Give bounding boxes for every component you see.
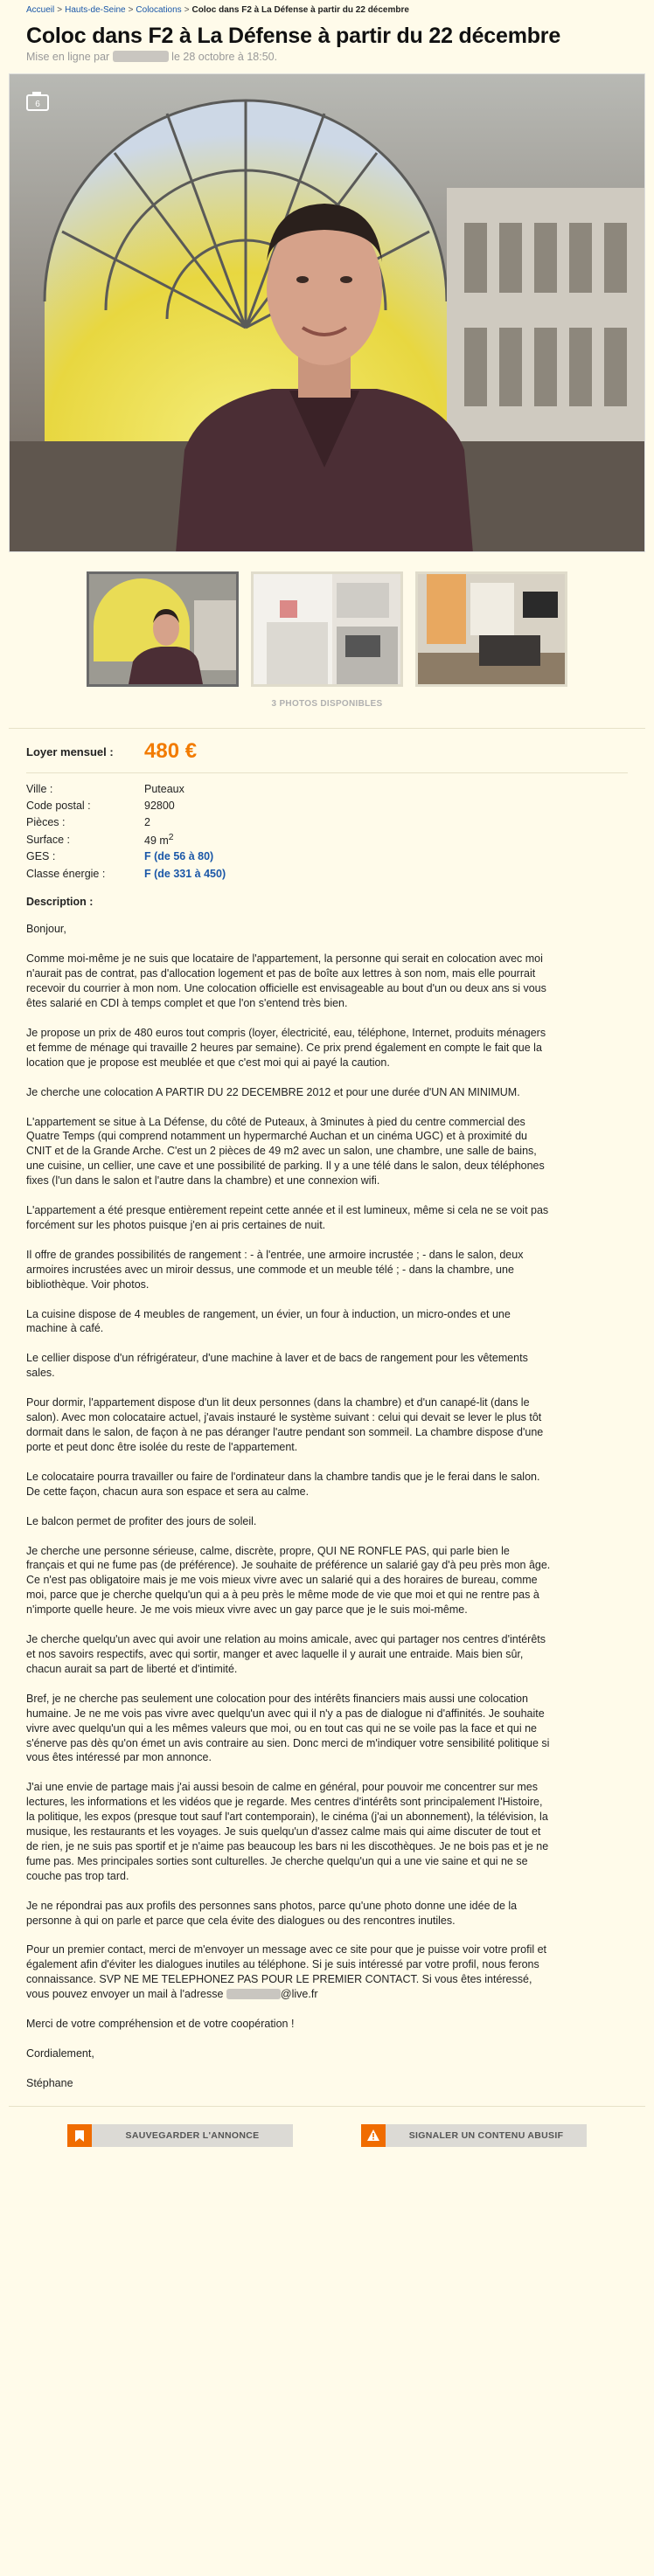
save-ad-action[interactable] [67,2124,293,2147]
attr-surface [26,831,628,848]
attr-value [144,833,174,847]
photos-available-label: 3 PHOTOS DISPONIBLES [271,699,383,709]
save-icon [67,2124,92,2147]
description-title: Description : [26,896,94,909]
surface-value: 49 m [144,834,169,847]
thumbnail-kitchen[interactable] [251,571,403,687]
price-label: Loyer mensuel : [26,744,114,758]
breadcrumb-home[interactable]: Accueil [26,5,55,15]
description-paragraph: Le colocataire pourra travailler ou faire de l'ordinateur dans la chambre tandis que je le ferai dans le salon. De cette façon, chacun aura son espace et sera au calme. [26,1470,540,1498]
report-ad-action[interactable] [361,2124,587,2147]
attr-code-postal [26,797,628,814]
report-ad-button[interactable]: SIGNALER UN CONTENU ABUSIF [386,2124,587,2147]
camera-count-icon [25,90,52,113]
email-blurred [226,1989,281,1999]
thumbnail-portrait[interactable] [87,571,239,687]
description-paragraph: Je ne répondrai pas aux profils des personnes sans photos, parce qu'une photo donne une idée de la personne à qui on parle et parce que cela évite des dialogues ou des rencontres inutiles. [26,1899,518,1927]
description-paragraph: L'appartement se situe à La Défense, du côté de Puteaux, à 3minutes à pied du centre commercial des Quatre Temps (qui comprend notamment un hypermarché Auchan et un cinéma UGC) et à proximité du CNIT et de la Grande Arche. C'est un 2 pièces de 49 m2 avec un salon, une chambre, une salle de bains, une cuisine, un cellier, une cave et une possibilité de parking. Il y a une télé dans le salon, deux téléphones fixes (l'un dans le salon et l'autre dans la chambre) et une connexion wifi. [26,1115,545,1188]
thumbnail-living-room[interactable] [415,571,567,687]
description-paragraph: La cuisine dispose de 4 meubles de rangement, un évier, un four à induction, un micro-ondes et une machine à café. [26,1307,511,1335]
description-paragraph: Je cherche une personne sérieuse, calme, discrète, propre, QUI NE RONFLE PAS, qui parle bien le français et qui ne fume pas (de préférence). Je souhaite de préférence un salarié gay d'à peu près mon âge. Ce n'est pas obligatoire mais je me vois mieux vivre avec un salarié qui a des horaires de bureau, comme moi, parce que je cherche quelqu'un qui a à peu près le même mode de vie que moi et qui ne rentre pas à n'importe quelle heure. Je me vois mieux vivre avec un gay parce que je le suis moi-même. [26,1544,551,1617]
breadcrumb [0,0,654,15]
description-paragraph: J'ai une envie de partage mais j'ai aussi besoin de calme en général, pour pouvoir me concentrer sur mes lectures, les informations et les vidéos que je regarde. Mes centres d'intérêts sont principalement l'Histoire, la politique, les expos (presque tout sauf l'art contemporain), le cinéma (j'ai un abonnement), la télévision, la musique, les restaurants et les voyages. Je suis quelqu'un d'assez calme mais qui aime discuter de tout et de rien, je ne suis pas sportif et je n'aime pas beaucoup les bars ni les discothèques. Je ne bois pas et je ne fume pas. Mes principales sorties sont culturelles. Je cherche quelqu'un qui a une vie saine et qui ne se couche pas trop tard. [26,1781,549,1882]
price-value: 480 € [144,739,198,763]
breadcrumb-region[interactable]: Hauts-de-Seine [65,5,126,15]
attr-key: Code postal : [26,800,91,813]
author-name-blurred[interactable] [113,51,169,62]
description-paragraph: Je cherche une colocation A PARTIR DU 22 DECEMBRE 2012 et pour une durée d'UN AN MINIMUM. [26,1085,520,1098]
email-domain: @live.fr [280,1988,318,2001]
attr-key: Surface : [26,833,71,846]
description-paragraph: Le cellier dispose d'un réfrigérateur, d'une machine à laver et de bacs de rangement pour les vêtements sales. [26,1352,528,1380]
main-photo[interactable] [9,73,645,552]
breadcrumb-separator: > [184,5,190,15]
description-paragraph: Comme moi-même je ne suis que locataire de l'appartement, la personne qui serait en colocation avec moi n'aurait pas de contrat, pas d'allocation logement et pas de boîte aux lettres à son nom, mais elle pourrait recevoir du courrier à mon nom. Une colocation officielle est envisageable au bout d'un ou deux ans si vous êtes salarié en CDI à temps complet et que l'on s'entend très bien. [26,952,546,1009]
posted-date: le 28 octobre à 18:50. [171,51,278,63]
closing-thanks: Merci de votre compréhension et de votre coopération ! [26,2018,295,2031]
posted-prefix: Mise en ligne par [26,51,110,63]
price-divider [26,772,628,773]
attr-key: Classe énergie : [26,867,106,880]
attr-key: Pièces : [26,816,66,829]
breadcrumb-separator: > [57,5,63,15]
description-paragraph: Il offre de grandes possibilités de rangement : - à l'entrée, une armoire incrustée ; - dans le salon, deux armoires incrustées avec un miroir dessus, une commode et un meuble télé ; - dans la chambre, une bibliothèque. Voir photos. [26,1248,524,1291]
signature: Stéphane [26,2076,73,2089]
posted-info [0,51,654,63]
attr-pieces [26,814,628,831]
description-paragraph: Je propose un prix de 480 euros tout compris (loyer, électricité, eau, téléphone, Internet, produits ménagers et femme de ménage qui travaille 2 heures par semaine). Ce prix prend également en compte le fait que la location que je propose est meublée et que c'est moi qui ai payé la caution. [26,1026,546,1069]
warning-icon [361,2124,386,2147]
attributes-list [0,780,654,882]
attr-ville [26,780,628,797]
attr-key: GES : [26,850,56,863]
photo-count: 6 [35,100,40,109]
contact-text: Pour un premier contact, merci de m'envoyer un message avec ce site pour que je puisse voir votre profil et également afin d'éviter les dialogues inutiles au téléphone. Si je suis intéressé par votre profil, nous ferons connaissance. SVP NE ME TELEPHONEZ PAS POUR LE PREMIER CONTACT. Si vous êtes intéressé, vous pouvez envoyer un mail à l'adresse [26,1943,547,2001]
contact-paragraph [26,1942,551,2002]
attr-value: 92800 [144,800,175,813]
thumbnail-strip [0,571,654,687]
closing-regards: Cordialement, [26,2047,94,2060]
page-title: Coloc dans F2 à La Défense à partir du 22 décembre [26,24,561,48]
description-paragraph: Le balcon permet de profiter des jours de soleil. [26,1514,257,1527]
attr-classe-energie [26,865,628,882]
energy-class-link[interactable]: F (de 331 à 450) [144,867,226,880]
description-body [0,908,577,2090]
breadcrumb-current: Coloc dans F2 à La Défense à partir du 22 décembre [191,5,409,15]
attr-value: Puteaux [144,782,184,795]
description-paragraph: Pour dormir, l'appartement dispose d'un lit deux personnes (dans la chambre) et d'un canapé-lit (dans le salon). Avec mon colocataire actuel, j'avais instauré le système suivant : celui qui devait se lever le plus tôt dormait dans le salon, de façon à ne pas déranger l'autre pendant son sommeil. La chambre dispose d'une porte et peut donc être isolée du reste de l'appartement. [26,1396,544,1453]
ges-link[interactable]: F (de 56 à 80) [144,850,214,863]
surface-unit-exponent: 2 [168,832,174,842]
description-paragraph: Bref, je ne cherche pas seulement une colocation pour des intérêts financiers mais aussi une colocation humaine. Je ne me vois pas vivre avec quelqu'un avec qui il n'y a pas de dialogue ni d'affinités. Je souhaite vivre avec quelqu'un qui a les mêmes valeurs que moi, ou en tout cas qui ne se voile pas la face et qui ne s'énerve pas dès qu'on émet un avis contraire au sien. Donc merci de m'indiquer votre sensibilité politique si vous êtes intéressé par mon annonce. [26,1692,550,1764]
breadcrumb-category[interactable]: Colocations [136,5,182,15]
breadcrumb-separator: > [128,5,134,15]
description-paragraph: Bonjour, [26,923,66,936]
description-paragraph: Je cherche quelqu'un avec qui avoir une relation au moins amicale, avec qui partager nos centres d'intérêts et nos savoirs respectifs, avec qui sortir, manger et avec laquelle il y aurait une entraide. Mais bien sûr, chacun aurait sa part de liberté et d'intimité. [26,1633,546,1675]
save-ad-button[interactable]: SAUVEGARDER L'ANNONCE [92,2124,293,2147]
price-row [0,729,654,769]
ad-actions [0,2107,654,2147]
description-paragraph: L'appartement a été presque entièrement repeint cette année et il est lumineux, même si cela ne se voit pas forcément sur les photos puisque j'en ai pris certaines de nuit. [26,1204,549,1231]
attr-key: Ville : [26,782,53,795]
attr-ges [26,848,628,865]
attr-value: 2 [144,816,150,829]
